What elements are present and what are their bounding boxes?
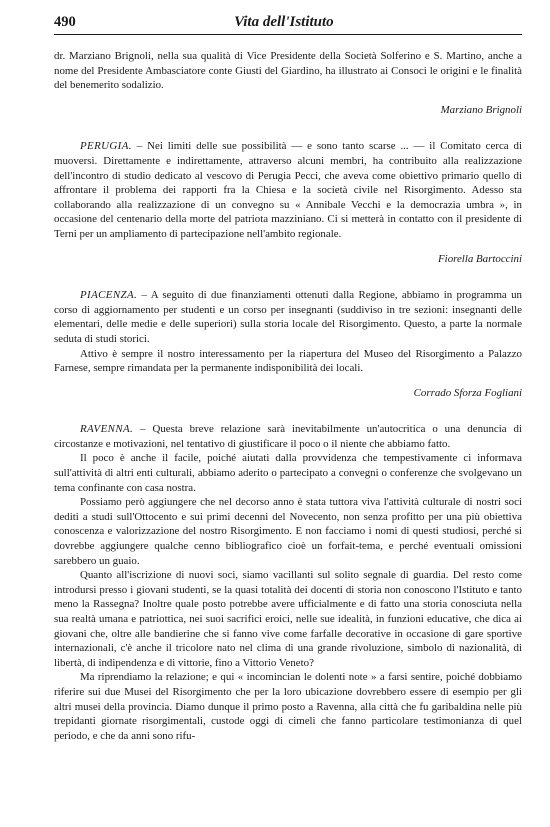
section-text: – Nei limiti delle sue possibilità — e sono tanto scarse ... — il Comitato cerca di muoversi. Direttamente e indirettamente, attraverso alcuni membri, ha contribuito alla realizzazione dell'incontro di studio dedicato al vescovo di Perugia Pecci, che aveva come obiettivo primario quello di affrontare il problema dei rapporti fra la Chiesa e la società civile nel Risorgimento. Adesso sta collaborando alla realizzazione di un convegno su « Annibale Vecchi e la democrazia umbra », in occasione del centenario della morte del patriota mazziniano. Ci si metterà in contatto con il presidente di Terni per un ampliamento di partecipazione nell'ambito regionale.	[54, 140, 522, 240]
section-paragraph: Possiamo però aggiungere che nel decorso anno è stata tuttora viva l'attività culturale di nostri soci dediti a studi sull'Ottocento e sui primi decenni del Novecento, non senza profitto per una più obiettiva conoscenza e valorizzazione del nostro Risorgimento. E non facciamo i nomi di questi studiosi, perché si dovrebbe aggiungere qualche cenno bibliografico cioè un forfait-tema, e perché eventuali omissioni sarebbero un guaio.	[54, 496, 522, 567]
section-name: PIACENZA.	[80, 289, 138, 302]
section-name: RAVENNA.	[80, 423, 134, 436]
signature-bartoccini: Fiorella Bartoccini	[438, 252, 522, 265]
intro-paragraph: dr. Marziano Brignoli, nella sua qualità di Vice Presidente della Società Solferino e S. Martino, anche a nome del Presidente Ambasciatore conte Giusti del Giardino, ha illustrato ai Consoci le origini e le finalità del benemerito sodalizio.	[54, 50, 522, 92]
section-paragraph	[54, 288, 522, 346]
running-title: Vita dell'Istituto	[234, 14, 334, 30]
signature-sforza-fogliani: Corrado Sforza Fogliani	[413, 386, 522, 399]
section-paragraph: Il poco è anche il facile, poiché aiutati dalla provvidenza che tempestivamente ci informava sull'attività di altri enti culturali, abbiamo aderito o partecipato a convegni o conferenze che svolgevano un tema confinante con casa nostra.	[54, 452, 522, 494]
section-paragraph	[54, 422, 522, 451]
section-text: – Questa breve relazione sarà inevitabilmente un'autocritica o una denuncia di circostanze e motivazioni, nel tentativo di giustificare il poco o il niente che abbiamo fatto.	[54, 423, 522, 450]
section-text: – A seguito di due finanziamenti ottenuti dalla Regione, abbiamo in programma un corso di aggiornamento per studenti e un corso per insegnanti (suddiviso in tre sezioni: insegnanti delle elementari, delle medie e delle superiori) sulla storia locale del Risorgimento. Questo, a parte la normale seduta di studi storici.	[54, 289, 522, 345]
page-header	[54, 14, 522, 35]
section-paragraph	[54, 139, 522, 241]
intro-block	[54, 49, 522, 117]
section-paragraph: Attivo è sempre il nostro interessamento per la riapertura del Museo del Risorgimento a Palazzo Farnese, sempre rimandata per la permanente indisponibilità dei locali.	[54, 347, 522, 375]
signature-brignoli: Marziano Brignoli	[440, 103, 522, 116]
section-name: PERUGIA.	[80, 140, 132, 153]
section-ravenna	[54, 422, 522, 743]
section-perugia	[54, 139, 522, 266]
section-paragraph: Quanto all'iscrizione di nuovi soci, siamo vacillanti sul solito segnale di guardia. Del resto come introdursi presso i giovani studenti, se la quasi totalità dei docenti di storia non conoscono l'Istituto e tanto meno la Rassegna? Inoltre quale posto potrebbe avere ufficialmente e di fatto una storia conosciuta nella sua realtà umana e patriottica, nei suoi sacrifici eroici, nelle sue idealità, in funzioni educative, che dica ai giovani che, oltre alle bandierine che si fanno vive come farfalle decorative in occasione di gare sportive internazionali, c'è anche il tricolore nato nel clima di una grande rivoluzione, simbolo di nazionalità, di libertà, di indipendenza e di vittorie, fino a Vittorio Veneto?	[54, 569, 522, 669]
section-piacenza	[54, 288, 522, 400]
page-number: 490	[54, 14, 76, 30]
section-paragraph: Ma riprendiamo la relazione; e qui « incomincian le dolenti note » a farsi sentire, poiché dobbiamo riferire sui due Musei del Risorgimento che per la loro ubicazione dovrebbero essere di esempio per gli altri musei della provincia. Diamo dunque il primo posto a Ravenna, alla città che fu garibaldina nelle più trepidanti giornate risorgimentali, custode oggi di cimeli che fanno particolare testimonianza di quel periodo, e che da anni sono rifu-	[54, 671, 522, 742]
